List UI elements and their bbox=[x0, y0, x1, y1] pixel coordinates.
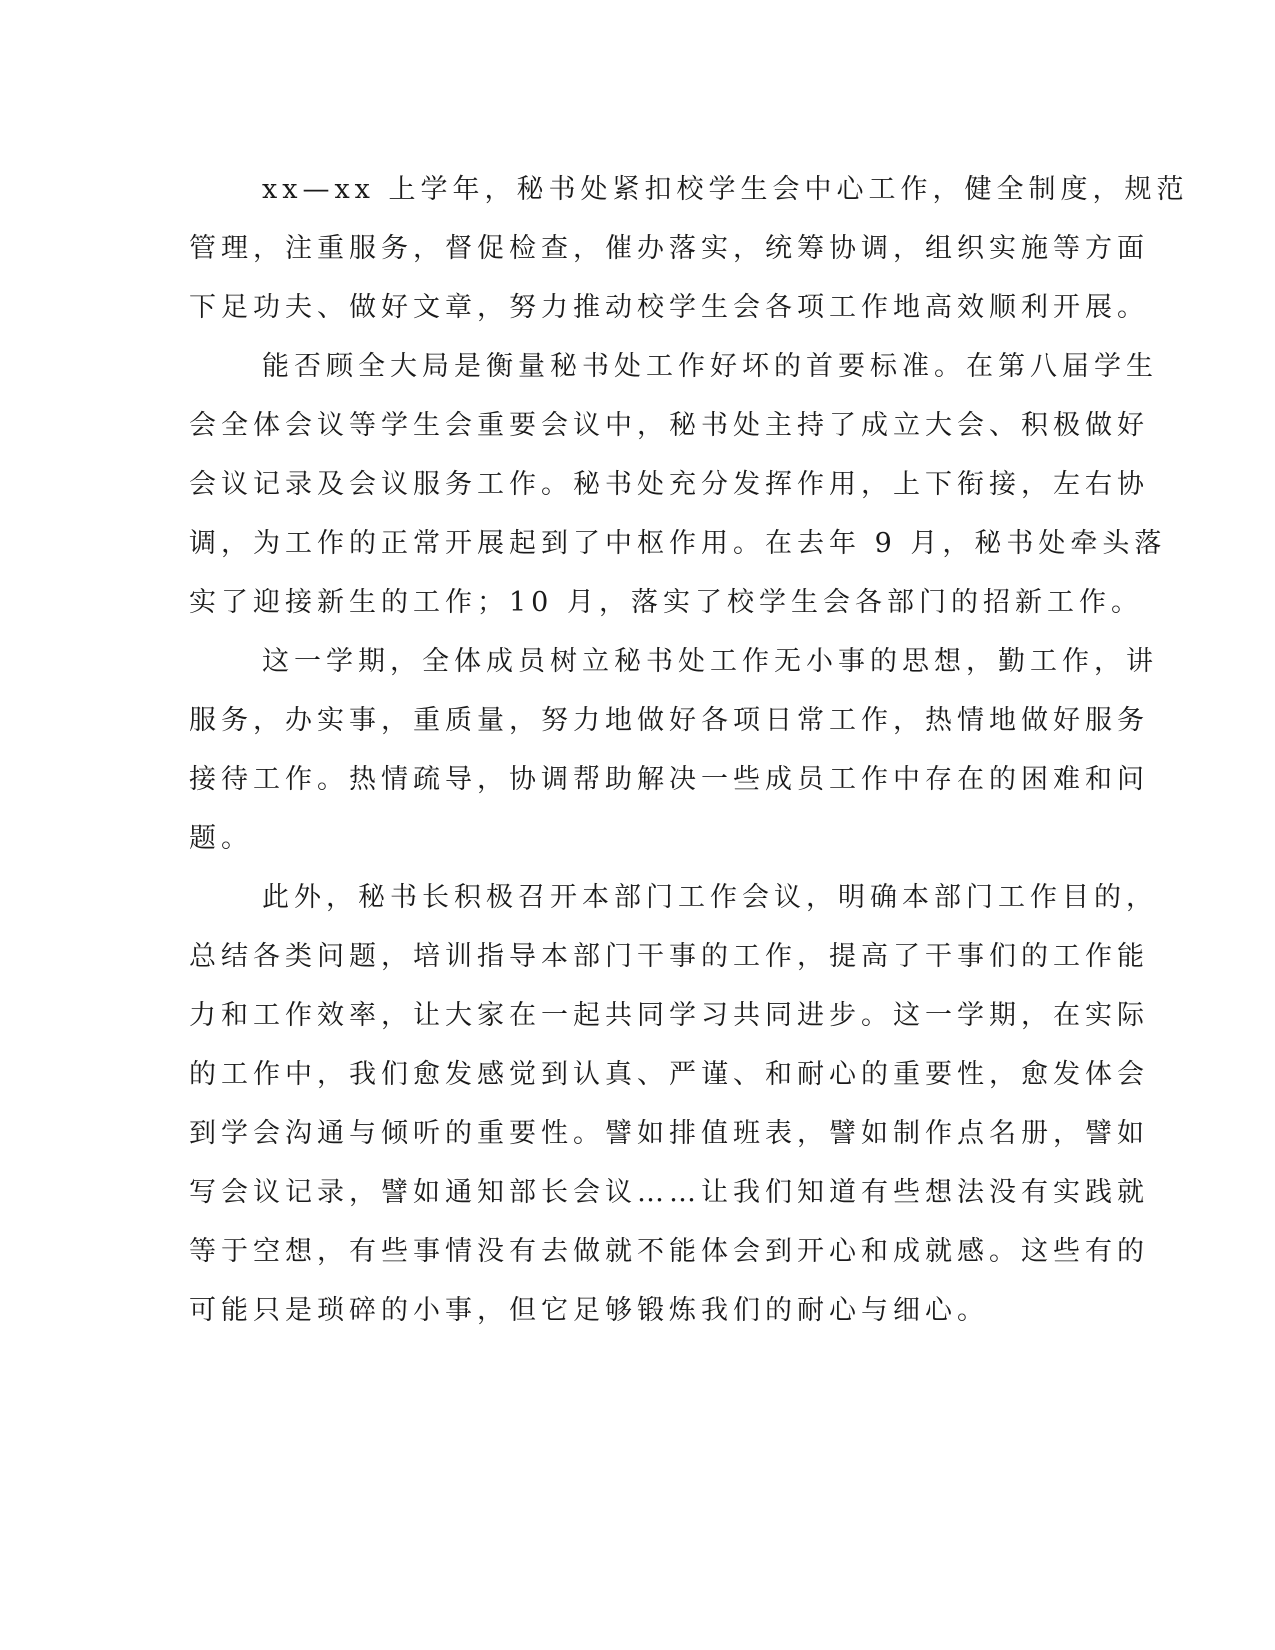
paragraph-2 bbox=[189, 337, 1167, 632]
text-line: 调，为工作的正常开展起到了中枢作用。在去年 9 月，秘书处牵头落 bbox=[189, 528, 1167, 559]
text-line: 下足功夫、做好文章，努力推动校学生会各项工作地高效顺利开展。 bbox=[189, 292, 1149, 323]
paragraph-1 bbox=[189, 160, 1189, 337]
text-line: 服务，办实事，重质量，努力地做好各项日常工作，热情地做好服务 bbox=[189, 705, 1149, 736]
paragraph-4 bbox=[189, 868, 1158, 1340]
text-line: 实了迎接新生的工作；10 月，落实了校学生会各部门的招新工作。 bbox=[189, 587, 1143, 618]
text-line: 力和工作效率，让大家在一起共同学习共同进步。这一学期，在实际 bbox=[189, 1000, 1149, 1031]
document-body bbox=[189, 160, 1189, 1340]
text-line: 可能只是琐碎的小事，但它足够锻炼我们的耐心与细心。 bbox=[189, 1295, 989, 1326]
text-line: 此外，秘书长积极召开本部门工作会议，明确本部门工作目的， bbox=[262, 882, 1158, 913]
text-line: xx—xx 上学年，秘书处紧扣校学生会中心工作，健全制度，规范 bbox=[262, 174, 1189, 205]
text-line: 的工作中，我们愈发感觉到认真、严谨、和耐心的重要性，愈发体会 bbox=[189, 1059, 1149, 1090]
text-line: 写会议记录，譬如通知部长会议……让我们知道有些想法没有实践就 bbox=[189, 1177, 1149, 1208]
text-line: 这一学期，全体成员树立秘书处工作无小事的思想，勤工作，讲 bbox=[262, 646, 1158, 677]
text-line: 等于空想，有些事情没有去做就不能体会到开心和成就感。这些有的 bbox=[189, 1236, 1149, 1267]
text-line: 题。 bbox=[189, 823, 253, 854]
text-line: 接待工作。热情疏导，协调帮助解决一些成员工作中存在的困难和问 bbox=[189, 764, 1149, 795]
text-line: 总结各类问题，培训指导本部门干事的工作，提高了干事们的工作能 bbox=[189, 941, 1149, 972]
text-line: 能否顾全大局是衡量秘书处工作好坏的首要标准。在第八届学生 bbox=[262, 351, 1158, 382]
text-line: 到学会沟通与倾听的重要性。譬如排值班表，譬如制作点名册，譬如 bbox=[189, 1118, 1149, 1149]
text-line: 会全体会议等学生会重要会议中，秘书处主持了成立大会、积极做好 bbox=[189, 410, 1149, 441]
text-line: 会议记录及会议服务工作。秘书处充分发挥作用，上下衔接，左右协 bbox=[189, 469, 1149, 500]
paragraph-3 bbox=[189, 632, 1158, 868]
text-line: 管理，注重服务，督促检查，催办落实，统筹协调，组织实施等方面 bbox=[189, 233, 1149, 264]
